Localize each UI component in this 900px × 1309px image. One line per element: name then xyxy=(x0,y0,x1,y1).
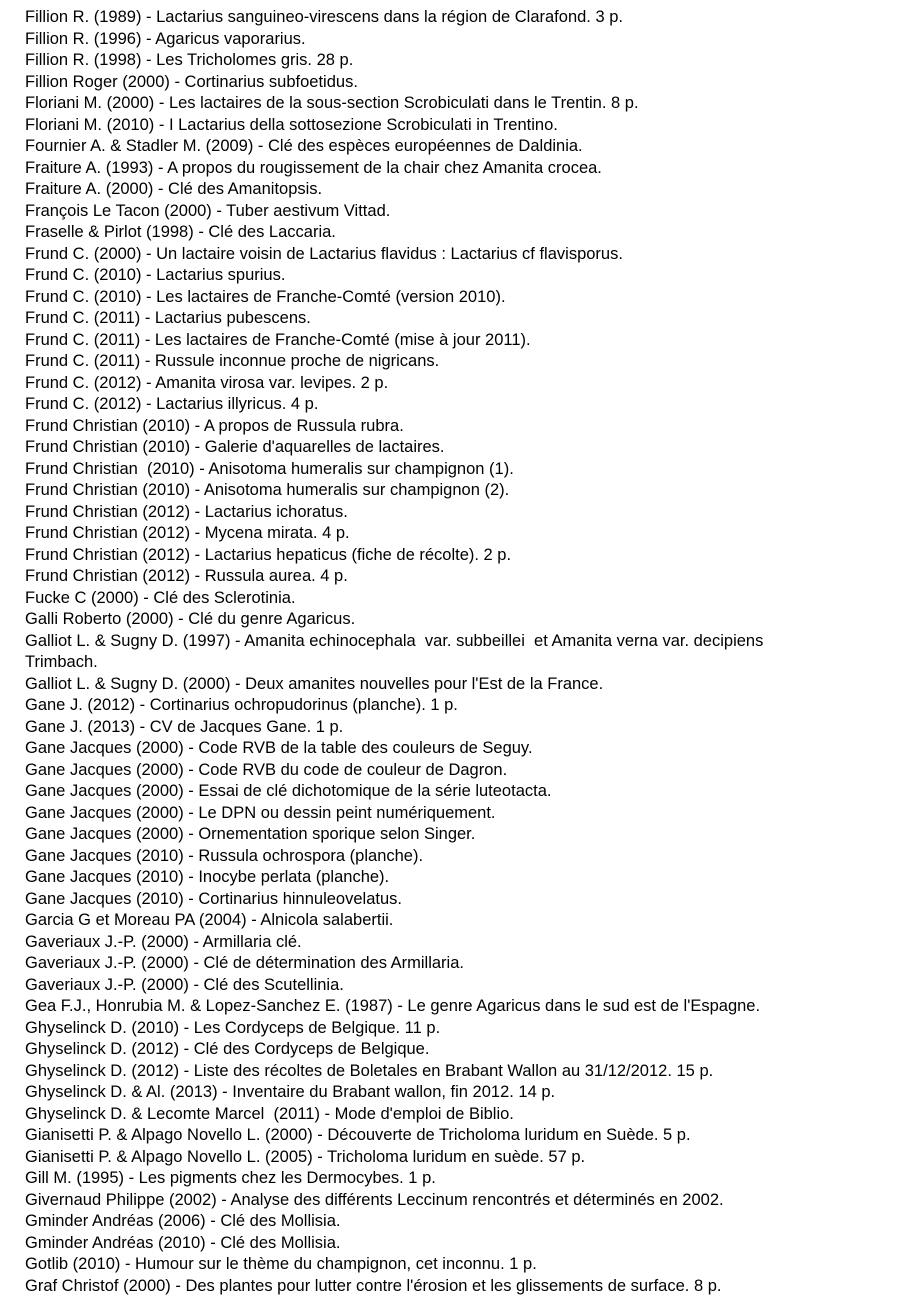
bibliography-line: Frund C. (2012) - Lactarius illyricus. 4 p. xyxy=(25,395,319,413)
bibliography-line: Fillion R. (1996) - Agaricus vaporarius. xyxy=(25,29,306,48)
bibliography-line: Floriani M. (2010) - I Lactarius della sottosezione Scrobiculati in Trentino. xyxy=(25,115,558,134)
bibliography-line: Frund Christian (2010) - Anisotoma humeralis sur champignon (1). xyxy=(25,459,514,478)
bibliography-line: Frund C. (2012) - Amanita virosa var. levipes. 2 p. xyxy=(25,373,389,392)
bibliography-line: Givernaud Philippe (2002) - Analyse des différents Leccinum rencontrés et déterminés en 2002. xyxy=(25,1190,724,1209)
bibliography-line: Gane Jacques (2000) - Code RVB du code de couleur de Dagron. xyxy=(25,760,508,779)
bibliography-line: Gane Jacques (2010) - Cortinarius hinnuleovelatus. xyxy=(25,889,402,908)
bibliography-line: Frund C. (2010) - Lactarius spurius. xyxy=(25,266,286,284)
bibliography-line: Gane J. (2013) - CV de Jacques Gane. 1 p. xyxy=(25,717,344,736)
bibliography-line: Gaveriaux J.-P. (2000) - Clé de détermination des Armillaria. xyxy=(25,954,464,972)
bibliography-line: Frund Christian (2010) - A propos de Russula rubra. xyxy=(25,416,404,435)
bibliography-line: Gane Jacques (2000) - Essai de clé dichotomique de la série luteotacta. xyxy=(25,782,552,800)
bibliography-line: Trimbach. xyxy=(25,653,98,671)
bibliography-line: Ghyselinck D. (2010) - Les Cordyceps de Belgique. 11 p. xyxy=(25,1018,441,1037)
bibliography-line: Frund Christian (2012) - Lactarius ichoratus. xyxy=(25,502,348,521)
bibliography-line: Gane J. (2012) - Cortinarius ochropudorinus (planche). 1 p. xyxy=(25,696,458,714)
bibliography-line: Frund Christian (2010) - Galerie d'aquarelles de lactaires. xyxy=(25,438,445,456)
bibliography-line: Frund C. (2011) - Russule inconnue proche de nigricans. xyxy=(25,352,440,370)
bibliography-line: Gill M. (1995) - Les pigments chez les Dermocybes. 1 p. xyxy=(25,1169,436,1187)
bibliography-line: Frund C. (2010) - Les lactaires de Franche-Comté (version 2010). xyxy=(25,287,506,306)
bibliography-line: Gane Jacques (2010) - Russula ochrospora (planche). xyxy=(25,846,424,865)
bibliography-line: Gminder Andréas (2010) - Clé des Mollisia. xyxy=(25,1233,341,1252)
bibliography-line: Galliot L. & Sugny D. (2000) - Deux amanites nouvelles pour l'Est de la France. xyxy=(25,674,604,693)
bibliography-line: Gianisetti P. & Alpago Novello L. (2000) - Découverte de Tricholoma luridum en Suède. 5 p. xyxy=(25,1126,691,1144)
bibliography-line: Gianisetti P. & Alpago Novello L. (2005) - Tricholoma luridum en suède. 57 p. xyxy=(25,1147,586,1166)
bibliography-line: Gane Jacques (2000) - Le DPN ou dessin peint numériquement. xyxy=(25,803,496,822)
bibliography-line: Gea F.J., Honrubia M. & Lopez-Sanchez E. (1987) - Le genre Agaricus dans le sud est de l'Espagne. xyxy=(25,997,761,1015)
bibliography-line: Fillion Roger (2000) - Cortinarius subfoetidus. xyxy=(25,72,358,91)
bibliography-line: Gminder Andréas (2006) - Clé des Mollisia. xyxy=(25,1212,341,1230)
bibliography-line: Frund Christian (2012) - Mycena mirata. 4 p. xyxy=(25,524,350,542)
bibliography-line: Galliot L. & Sugny D. (1997) - Amanita echinocephala var. subbeillei et Amanita verna var. decipiens xyxy=(25,631,764,650)
bibliography-line: Frund C. (2011) - Lactarius pubescens. xyxy=(25,309,311,327)
bibliography-line: Frund Christian (2010) - Anisotoma humeralis sur champignon (2). xyxy=(25,481,510,499)
bibliography-line: Frund C. (2011) - Les lactaires de Franche-Comté (mise à jour 2011). xyxy=(25,330,531,349)
bibliography-line: Graf Christof (2000) - Des plantes pour lutter contre l'érosion et les glissements de surface. 8 p. xyxy=(25,1276,722,1295)
bibliography-list xyxy=(25,7,885,1297)
bibliography-line: Frund Christian (2012) - Russula aurea. 4 p. xyxy=(25,567,348,585)
bibliography-line: Gane Jacques (2000) - Code RVB de la table des couleurs de Seguy. xyxy=(25,739,533,757)
bibliography-line: Fillion R. (1989) - Lactarius sanguineo-virescens dans la région de Clarafond. 3 p. xyxy=(25,8,623,26)
bibliography-line: Ghyselinck D. & Al. (2013) - Inventaire du Brabant wallon, fin 2012. 14 p. xyxy=(25,1083,556,1101)
bibliography-line: Fournier A. & Stadler M. (2009) - Clé des espèces européennes de Daldinia. xyxy=(25,137,583,155)
bibliography-line: Fraselle & Pirlot (1998) - Clé des Laccaria. xyxy=(25,223,336,241)
bibliography-line: François Le Tacon (2000) - Tuber aestivum Vittad. xyxy=(25,201,391,220)
bibliography-line: Frund Christian (2012) - Lactarius hepaticus (fiche de récolte). 2 p. xyxy=(25,545,512,564)
bibliography-line: Gane Jacques (2010) - Inocybe perlata (planche). xyxy=(25,868,390,886)
bibliography-line: Fillion R. (1998) - Les Tricholomes gris. 28 p. xyxy=(25,51,354,69)
bibliography-line: Ghyselinck D. (2012) - Liste des récoltes de Boletales en Brabant Wallon au 31/12/2012. 15 p. xyxy=(25,1061,714,1080)
bibliography-line: Ghyselinck D. & Lecomte Marcel (2011) - Mode d'emploi de Biblio. xyxy=(25,1104,514,1123)
bibliography-line: Gaveriaux J.-P. (2000) - Clé des Scutellinia. xyxy=(25,975,344,994)
bibliography-line: Frund C. (2000) - Un lactaire voisin de Lactarius flavidus : Lactarius cf flavisporus. xyxy=(25,244,623,263)
bibliography-line: Gotlib (2010) - Humour sur le thème du champignon, cet inconnu. 1 p. xyxy=(25,1255,537,1273)
bibliography-line: Fraiture A. (2000) - Clé des Amanitopsis. xyxy=(25,180,323,198)
bibliography-line: Galli Roberto (2000) - Clé du genre Agaricus. xyxy=(25,610,356,628)
bibliography-line: Floriani M. (2000) - Les lactaires de la sous-section Scrobiculati dans le Trentin. 8 p. xyxy=(25,94,639,112)
bibliography-line: Ghyselinck D. (2012) - Clé des Cordyceps de Belgique. xyxy=(25,1040,430,1058)
bibliography-line: Fucke C (2000) - Clé des Sclerotinia. xyxy=(25,588,296,607)
bibliography-line: Gane Jacques (2000) - Ornementation sporique selon Singer. xyxy=(25,825,476,843)
bibliography-line: Gaveriaux J.-P. (2000) - Armillaria clé. xyxy=(25,932,302,951)
bibliography-line: Fraiture A. (1993) - A propos du rougissement de la chair chez Amanita crocea. xyxy=(25,158,602,177)
bibliography-line: Garcia G et Moreau PA (2004) - Alnicola salabertii. xyxy=(25,911,394,929)
